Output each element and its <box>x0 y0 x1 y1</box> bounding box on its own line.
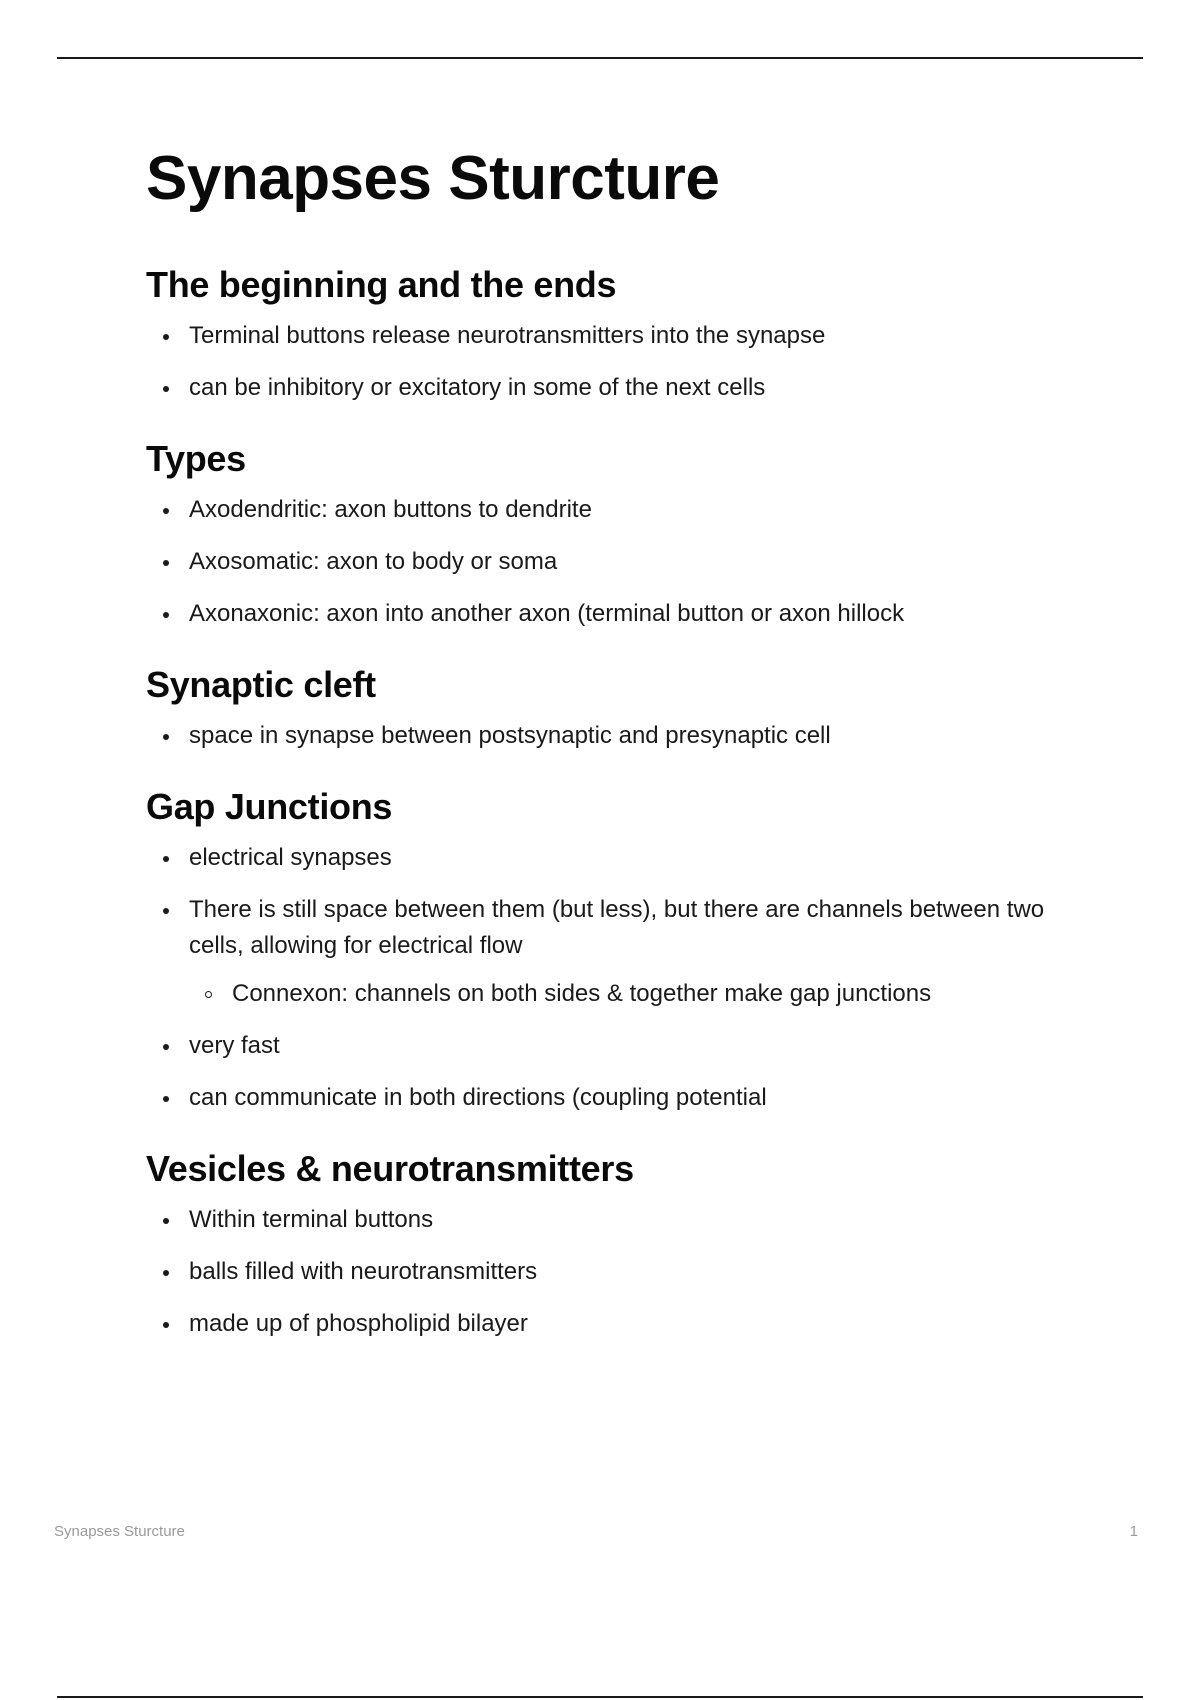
list-item: Within terminal buttons <box>146 1202 1096 1238</box>
list-item: electrical synapses <box>146 840 1096 876</box>
section-heading: Types <box>146 438 246 479</box>
bullet-list <box>146 318 1096 406</box>
section-beginning-and-ends <box>146 262 1096 406</box>
footer-title: Synapses Sturcture <box>54 1523 185 1540</box>
footer-page-number: 1 <box>1129 1523 1138 1540</box>
section-synaptic-cleft <box>146 662 1096 754</box>
page-title: Synapses Sturcture <box>146 144 720 213</box>
list-item-text: There is still space between them (but less), but there are channels between two cells, allowing for electrical flow <box>189 896 1045 959</box>
list-item: can communicate in both directions (coupling potential <box>146 1080 1096 1116</box>
bullet-list <box>146 1202 1096 1342</box>
bullet-list <box>146 492 1096 632</box>
list-item: very fast <box>146 1028 1096 1064</box>
section-vesicles <box>146 1146 1096 1342</box>
top-rule <box>57 57 1143 59</box>
section-heading: Synaptic cleft <box>146 664 376 705</box>
list-item: Terminal buttons release neurotransmitters into the synapse <box>146 318 1096 354</box>
list-item: made up of phospholipid bilayer <box>146 1306 1096 1342</box>
list-item <box>146 892 1096 1012</box>
section-gap-junctions <box>146 784 1096 1116</box>
list-item: balls filled with neurotransmitters <box>146 1254 1096 1290</box>
sub-list-item: Connexon: channels on both sides & together make gap junctions <box>189 976 1096 1012</box>
list-item: Axodendritic: axon buttons to dendrite <box>146 492 1096 528</box>
list-item: Axonaxonic: axon into another axon (terminal button or axon hillock <box>146 596 1096 632</box>
section-types <box>146 436 1096 632</box>
bottom-rule <box>57 1696 1143 1698</box>
document-body <box>146 140 1096 1372</box>
list-item: space in synapse between postsynaptic and presynaptic cell <box>146 718 1096 754</box>
sub-bullet-list <box>189 976 1096 1012</box>
list-item: Axosomatic: axon to body or soma <box>146 544 1096 580</box>
bullet-list <box>146 840 1096 1116</box>
list-item: can be inhibitory or excitatory in some of the next cells <box>146 370 1096 406</box>
section-heading: Vesicles & neurotransmitters <box>146 1148 634 1189</box>
bullet-list <box>146 718 1096 754</box>
section-heading: Gap Junctions <box>146 786 393 827</box>
section-heading: The beginning and the ends <box>146 264 617 305</box>
